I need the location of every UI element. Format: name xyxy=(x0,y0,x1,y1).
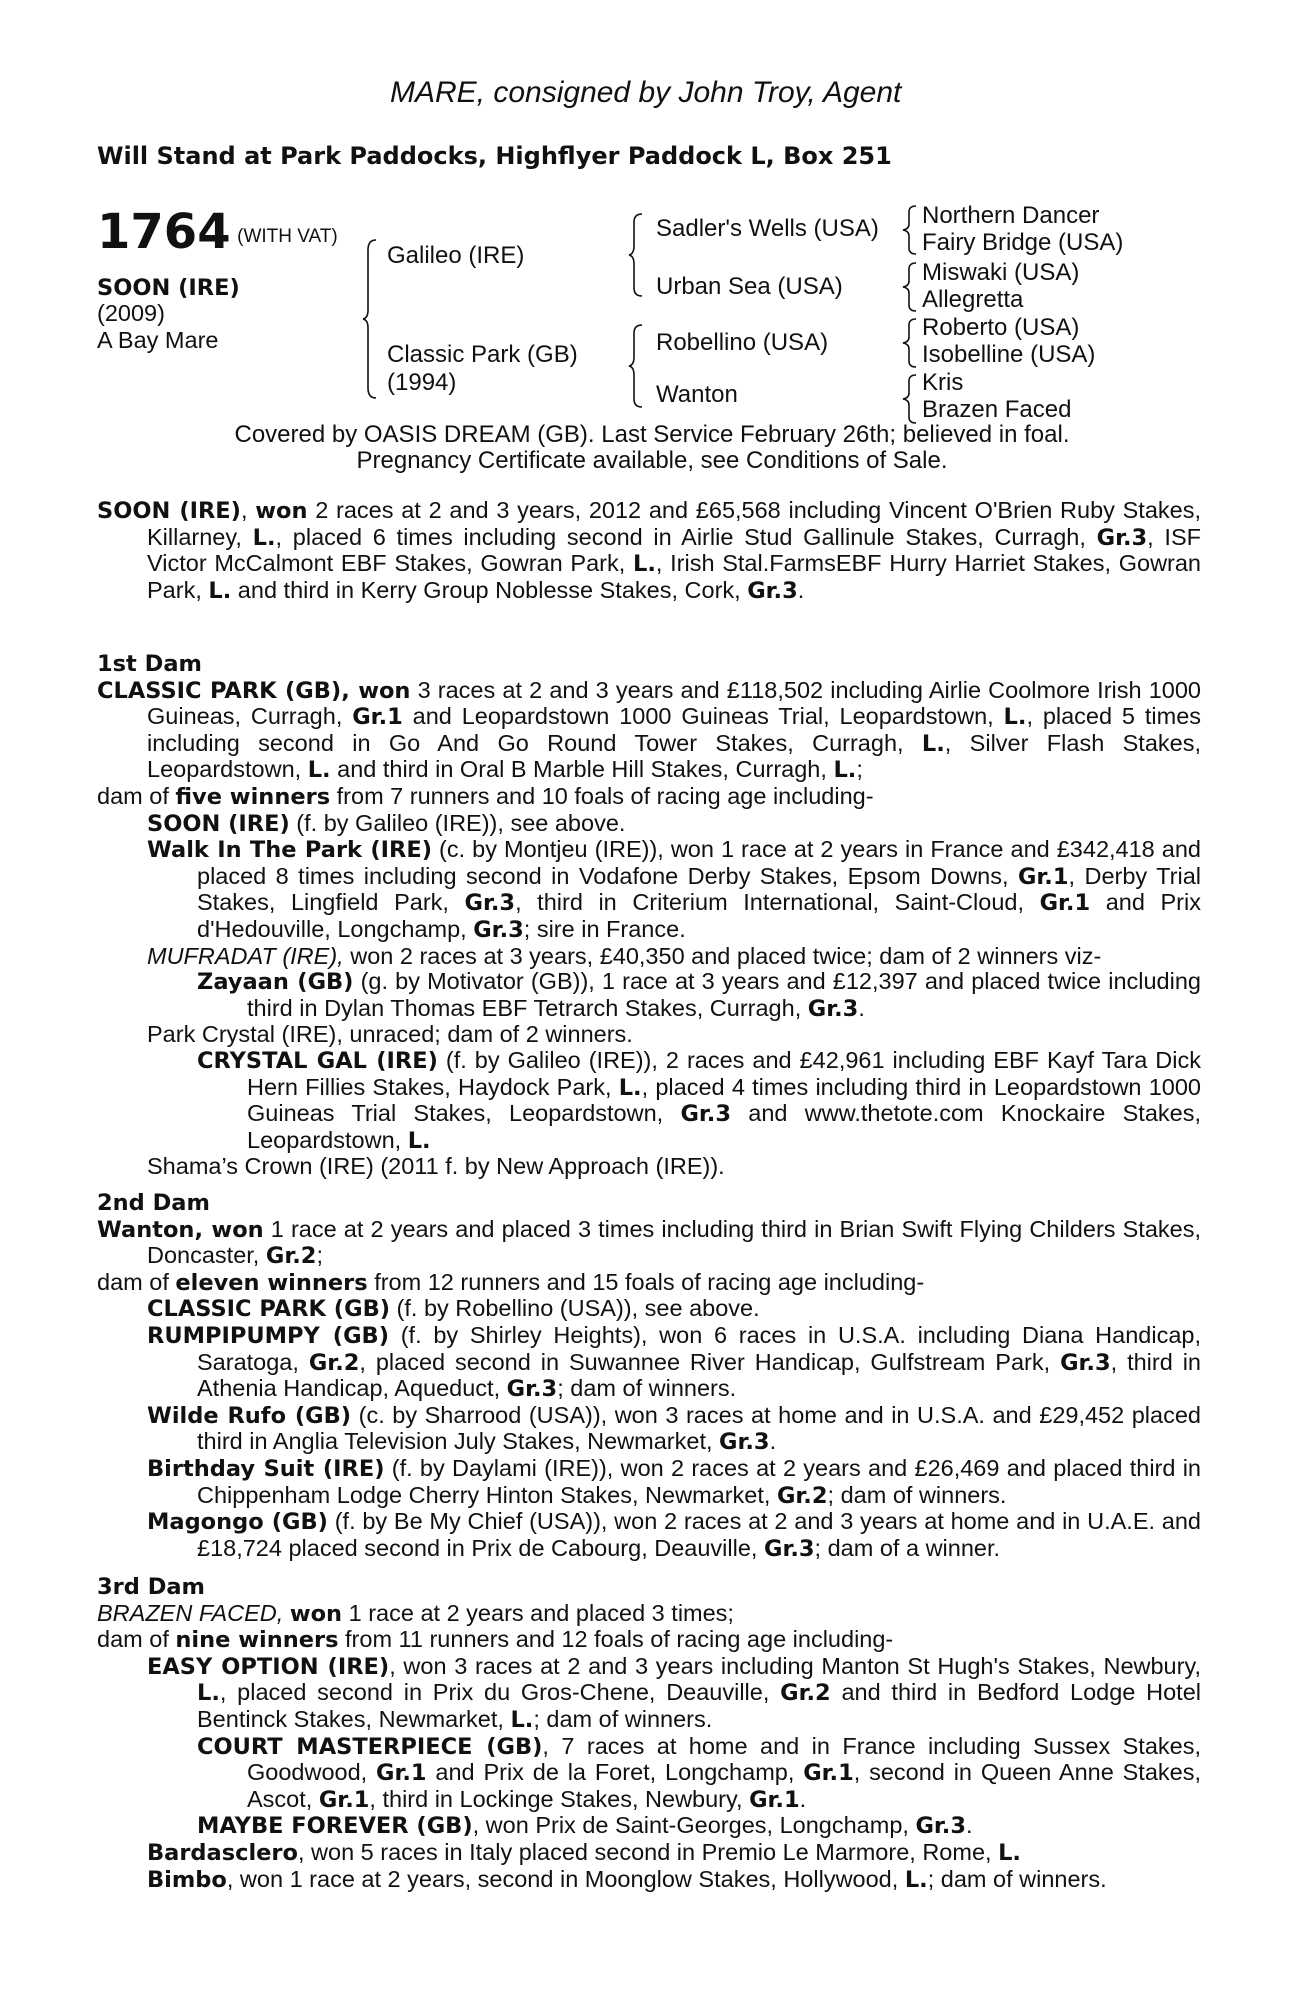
pedigree-g3: Miswaki (USA) xyxy=(922,259,1080,286)
pedigree-brace-sire xyxy=(628,212,644,298)
covered-line-2: Pregnancy Certificate available, see Conditions of Sale. xyxy=(356,447,948,474)
vat-note: (WITH VAT) xyxy=(237,226,338,247)
progeny-name: SOON (IRE) xyxy=(147,810,290,837)
pedigree-sire-dam: Urban Sea (USA) xyxy=(656,273,843,300)
pedigree-dam-year: (1994) xyxy=(387,369,457,396)
pedigree-brace-g2 xyxy=(902,261,918,313)
pedigree-g4: Allegretta xyxy=(922,286,1024,313)
pedigree-g1: Northern Dancer xyxy=(922,202,1100,229)
pedigree-g5: Roberto (USA) xyxy=(922,314,1080,341)
horse-name: SOON (IRE) xyxy=(97,275,240,301)
progeny-name: Birthday Suit (IRE) xyxy=(147,1455,385,1482)
progeny-name: Magongo (GB) xyxy=(147,1509,328,1536)
pedigree-g7: Kris xyxy=(922,369,964,396)
progeny-name: MUFRADAT (IRE), xyxy=(147,942,344,969)
pedigree-brace-g4 xyxy=(902,373,918,425)
lot-number: 1764 xyxy=(97,204,231,260)
pedigree-g6: Isobelline (USA) xyxy=(922,341,1096,368)
covered-line-1: Covered by OASIS DREAM (GB). Last Service February 26th; believed in foal. xyxy=(234,421,1070,448)
pedigree-brace-main xyxy=(362,238,378,400)
second-dam-name: Wanton, won xyxy=(97,1216,264,1243)
pedigree-sire-sire: Sadler's Wells (USA) xyxy=(656,215,879,242)
pedigree-g8: Brazen Faced xyxy=(922,396,1072,423)
pedigree-dam: Classic Park (GB) xyxy=(387,341,578,368)
page-title: MARE, consigned by John Troy, Agent xyxy=(390,76,902,109)
progeny-name: MAYBE FOREVER (GB) xyxy=(197,1813,473,1840)
pedigree-g2: Fairy Bridge (USA) xyxy=(922,229,1124,256)
stand-location: Will Stand at Park Paddocks, Highflyer Paddock L, Box 251 xyxy=(97,142,892,170)
lot-block xyxy=(97,204,338,260)
progeny-name: Wilde Rufo (GB) xyxy=(147,1402,352,1429)
progeny-name: CRYSTAL GAL (IRE) xyxy=(197,1047,438,1074)
third-dam-section: 3rd Dam BRAZEN FACED, won 1 race at 2 years and placed 3 times; dam of nine winners from 11 runners and 12 foals of racing age including- EASY OPTION (IRE), won 3 races at 2 and 3 years including Manton St Hugh's Stakes, Newbury, L., placed second in Prix du Gros-Chene, Deauville, Gr.2 and third in Bedford Lodge Hotel Bentinck Stakes, Newmarket, L.; dam of winners. COURT MASTERPIECE (GB), 7 races at home and in France including Sussex Stakes, Goodwood, Gr.1 and Prix de la Foret, Longchamp, Gr.1, second in Queen Anne Stakes, Ascot, Gr.1, third in Lockinge Stakes, Newbury, Gr.1. MAYBE FOREVER (GB), won Prix de Saint-Georges, Longchamp, Gr.3. Bardasclero, won 5 races in Italy placed second in Premio Le Marmore, Rome, L. Bimbo, won 1 race at 2 years, second in Moonglow Stakes, Hollywood, L.; dam of winners. xyxy=(97,1574,1202,1893)
first-dam-name: CLASSIC PARK (GB), won xyxy=(97,677,411,704)
third-dam-name: BRAZEN FACED, xyxy=(97,1599,284,1626)
progeny-name: COURT MASTERPIECE (GB) xyxy=(197,1733,543,1760)
progeny-name: EASY OPTION (IRE) xyxy=(147,1653,390,1680)
progeny-name: Bardasclero xyxy=(147,1839,298,1866)
first-dam-section: 1st Dam CLASSIC PARK (GB), won 3 races at 2 and 3 years and £118,502 including Airlie Coolmore Irish 1000 Guineas, Curragh, Gr.1 and Leopardstown 1000 Guineas Trial, Leopardstown, L., placed 5 times including second in Go And Go Round Tower Stakes, Curragh, L., Silver Flash Stakes, Leopardstown, L. and third in Oral B Marble Hill Stakes, Curragh, L.; dam of five winners from 7 runners and 10 foals of racing age including- SOON (IRE) (f. by Galileo (IRE)), see above. Walk In The Park (IRE) (c. by Montjeu (IRE)), won 1 race at 2 years in France and £342,418 and placed 8 times including second in Vodafone Derby Stakes, Epsom Downs, Gr.1, Derby Trial Stakes, Lingfield Park, Gr.3, third in Criterium International, Saint-Cloud, Gr.1 and Prix d'Hedouville, Longchamp, Gr.3; sire in France. MUFRADAT (IRE), won 2 races at 3 years, £40,350 and placed twice; dam of 2 winners viz- Zayaan (GB) (g. by Motivator (GB)), 1 race at 3 years and £12,397 and placed twice including third in Dylan Thomas EBF Tetrarch Stakes, Curragh, Gr.3. Park Crystal (IRE), unraced; dam of 2 winners. CRYSTAL GAL (IRE) (f. by Galileo (IRE)), 2 races and £42,961 including EBF Kayf Tara Dick Hern Fillies Stakes, Haydock Park, L., placed 4 times including third in Leopardstown 1000 Guineas Trial Stakes, Leopardstown, Gr.3 and www.thetote.com Knockaire Stakes, Leopardstown, L. Shama’s Crown (IRE) (2011 f. by New Approach (IRE)). xyxy=(97,651,1202,1180)
progeny-name: CLASSIC PARK (GB) xyxy=(147,1296,390,1323)
progeny-name: Zayaan (GB) xyxy=(197,969,354,996)
pedigree-brace-g3 xyxy=(902,317,918,369)
pedigree-dam-dam: Wanton xyxy=(656,381,738,408)
pedigree-brace-dam xyxy=(628,323,644,409)
pedigree-sire: Galileo (IRE) xyxy=(387,242,525,269)
pedigree-brace-g1 xyxy=(902,204,918,256)
second-dam-section: 2nd Dam Wanton, won 1 race at 2 years and placed 3 times including third in Brian Swift Flying Childers Stakes, Doncaster, Gr.2; dam of eleven winners from 12 runners and 15 foals of racing age including- CLASSIC PARK (GB) (f. by Robellino (USA)), see above. RUMPIPUMPY (GB) (f. by Shirley Heights), won 6 races in U.S.A. including Diana Handicap, Saratoga, Gr.2, placed second in Suwannee River Handicap, Gulfstream Park, Gr.3, third in Athenia Handicap, Aqueduct, Gr.3; dam of winners. Wilde Rufo (GB) (c. by Sharrood (USA)), won 3 races at home and in U.S.A. and £29,452 placed third in Anglia Television July Stakes, Newmarket, Gr.3. Birthday Suit (IRE) (f. by Daylami (IRE)), won 2 races at 2 years and £26,469 and placed third in Chippenham Lodge Cherry Hinton Stakes, Newmarket, Gr.2; dam of winners. Magongo (GB) (f. by Be My Chief (USA)), won 2 races at 2 and 3 years at home and in U.A.E. and £18,724 placed second in Prix de Cabourg, Deauville, Gr.3; dam of a winner. xyxy=(97,1190,1202,1562)
pedigree-dam-sire: Robellino (USA) xyxy=(656,329,829,356)
horse-year: (2009) xyxy=(97,300,165,326)
second-dam-heading: 2nd Dam xyxy=(97,1190,210,1216)
progeny-name: Bimbo xyxy=(147,1866,227,1893)
horse-description: A Bay Mare xyxy=(97,327,219,353)
progeny-name: RUMPIPUMPY (GB) xyxy=(147,1322,389,1349)
first-dam-heading: 1st Dam xyxy=(97,651,202,677)
third-dam-heading: 3rd Dam xyxy=(97,1574,205,1600)
progeny-name: Walk In The Park (IRE) xyxy=(147,837,432,864)
soon-record: SOON (IRE), won 2 races at 2 and 3 years, 2012 and £65,568 including Vincent O'Brien Ruby Stakes, Killarney, L., placed 6 times including second in Airlie Stud Gallinule Stakes, Curragh, Gr.3, ISF Victor McCalmont EBF Stakes, Gowran Park, L., Irish Stal.FarmsEBF Hurry Harriet Stakes, Gowran Park, L. and third in Kerry Group Noblesse Stakes, Cork, Gr.3. xyxy=(97,497,1202,604)
